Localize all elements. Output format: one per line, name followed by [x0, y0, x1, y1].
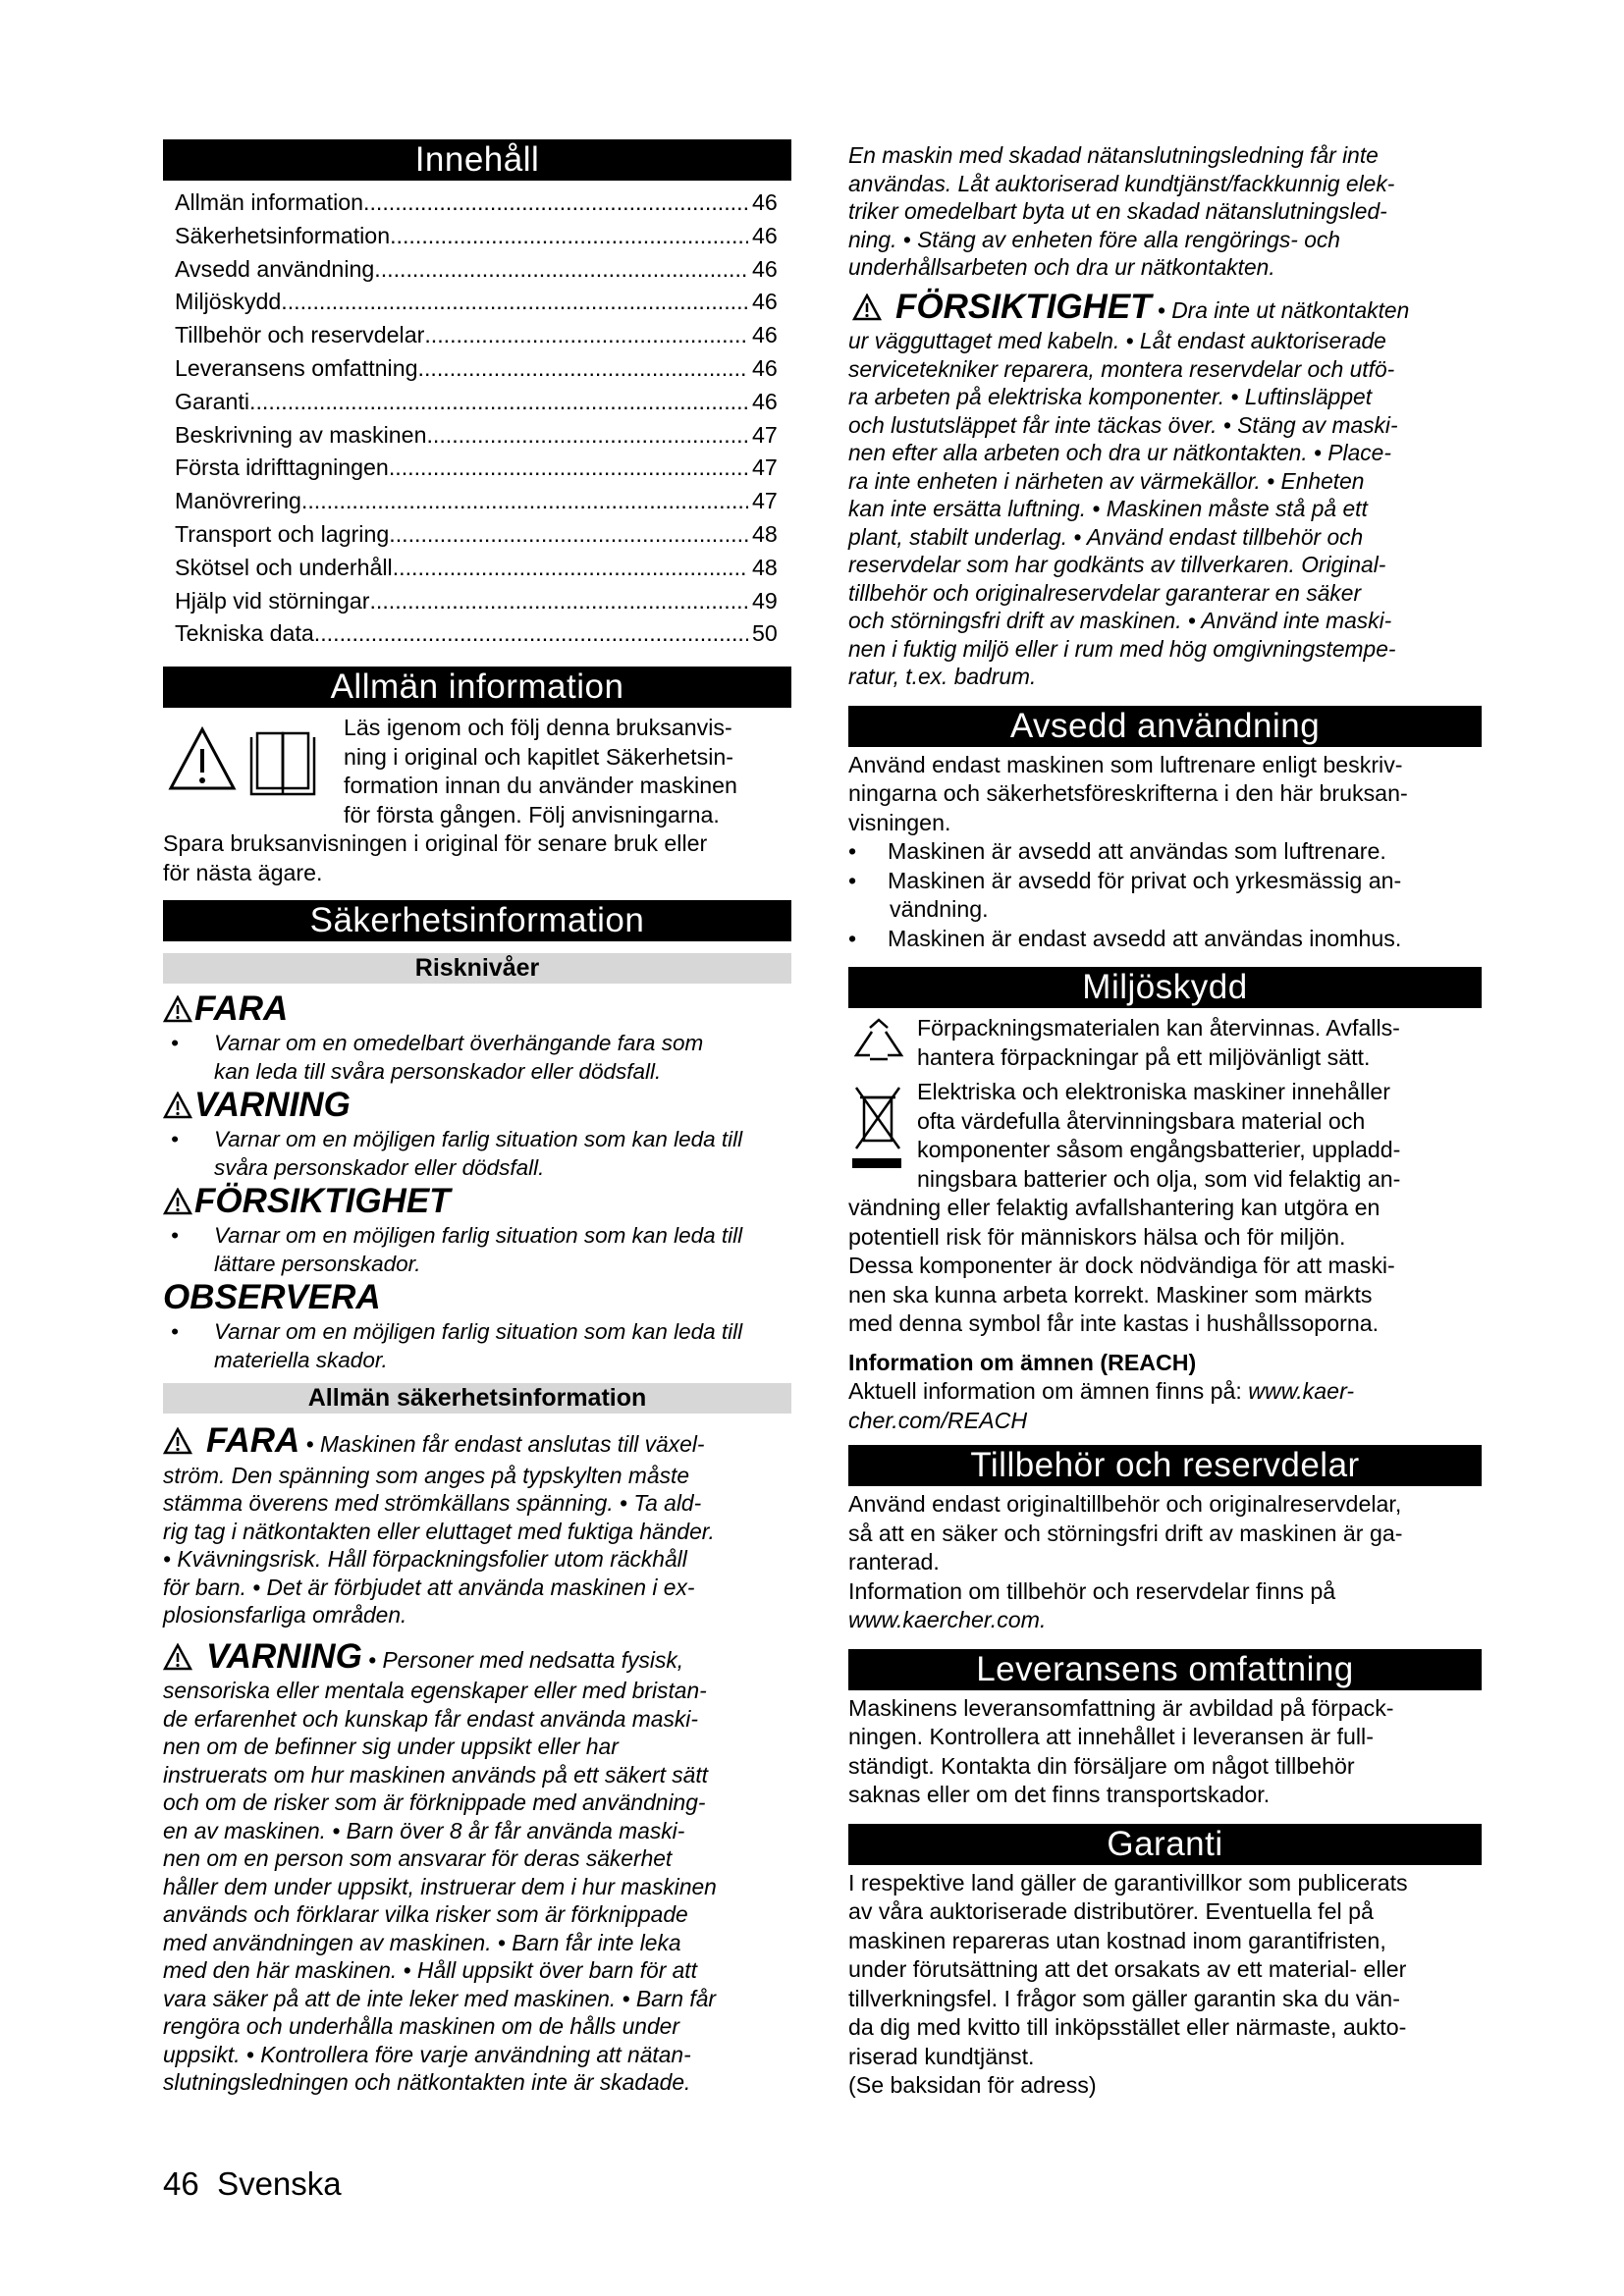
toc-label: Första idrifttagningen [175, 454, 389, 481]
toc-page: 47 [752, 421, 778, 448]
reach-text [848, 1377, 1482, 1407]
toc-row[interactable] [163, 585, 791, 618]
text-line: används och förklarar vilka risker som är förknippade [163, 1901, 688, 1928]
text-line: och om de risker som är förknippade med användning- [163, 1789, 706, 1816]
text-line: • Maskinen får endast anslutas till växel- [305, 1431, 705, 1458]
text-line: nen om en person som ansvarar för deras säkerhet [163, 1845, 673, 1872]
text-line: riserad kundtjänst. [848, 2043, 1035, 2069]
text-line: ur vägguttaget med kabeln. • Låt endast auktoriserade [848, 328, 1386, 353]
text-line: da dig med kvitto till inköpsstället eller närmaste, aukto- [848, 2014, 1407, 2040]
page-number: 46 [163, 2165, 199, 2202]
risk-levels [163, 989, 791, 1374]
accessories-link[interactable]: www.kaercher.com. [848, 1607, 1047, 1632]
risk-level-bullet [163, 1029, 791, 1086]
recycling-icon [848, 1014, 909, 1073]
text-line: nen i fuktig miljö eller i rum med hög omgivningstempe- [848, 635, 1396, 662]
general-safety-heading: Allmän säkerhetsinformation [163, 1383, 791, 1414]
risk-level-text: materiella skador. [214, 1348, 388, 1373]
bullet-dot: • [848, 925, 857, 951]
toc-page: 49 [752, 587, 778, 614]
text-line: en av maskinen. • Barn över 8 år får använda maski- [163, 1817, 685, 1843]
text-line: (Se baksidan för adress) [848, 2072, 1097, 2098]
bullet-text: vändning. [890, 896, 989, 922]
text-line: potentiell risk för människors hälsa och för miljön. [848, 1223, 1346, 1250]
warning-triangle-icon [852, 294, 882, 328]
text-line: ra inte enheten i närheten av värmekällor. • Enheten [848, 467, 1365, 494]
text-line: ofta värdefulla återvinningsbara material och [917, 1107, 1366, 1134]
toc-leader [389, 452, 748, 485]
text-line: Förpackningsmaterialen kan återvinnas. Avfalls- [917, 1015, 1400, 1041]
toc-row[interactable] [163, 286, 791, 319]
text-line: nen efter alla arbeten och dra ur nätkontakten. • Place- [848, 440, 1391, 465]
left-column [163, 139, 791, 2097]
toc-page: 46 [752, 189, 778, 215]
toc-row[interactable] [163, 319, 791, 352]
risk-level-name: VARNING [194, 1086, 351, 1125]
text-line: och lustutsläppet får inte täckas över. • Stäng av maski- [848, 411, 1398, 438]
bullet-item [848, 837, 1482, 867]
crossed-bin-icon [848, 1078, 909, 1186]
bullet-dot: • [848, 867, 857, 893]
toc-label: Manövrering [175, 488, 301, 514]
text-line: ständigt. Kontakta din försäljare om något tillbehör [848, 1752, 1355, 1779]
toc-leader [301, 485, 748, 518]
varning-block [163, 1636, 791, 2097]
text-line: ningsbara batterier och olja, som vid felaktig an- [917, 1165, 1401, 1192]
toc-label: Garanti [175, 388, 250, 414]
toc-leader [363, 187, 748, 220]
toc-leader [369, 585, 748, 618]
text-line: Maskinens leveransomfattning är avbildad på förpack- [848, 1694, 1394, 1721]
toc-label: Hjälp vid störningar [175, 587, 370, 614]
reach-link[interactable]: www.kaer- [1248, 1378, 1355, 1404]
text-line: ningen. Kontrollera att innehållet i leveransen är full- [848, 1724, 1374, 1749]
risk-level [163, 989, 791, 1029]
general-text: Spara bruksanvisningen i original för senare bruk eller [163, 830, 708, 857]
text-line: tillbehör och originalreservdelar garanterar en säker [848, 579, 1362, 606]
toc-row[interactable] [163, 187, 791, 220]
text-line: vändning eller felaktig avfallshantering kan utgöra en [848, 1195, 1380, 1220]
warning-triangle-icon [163, 1188, 192, 1215]
page-footer [163, 2165, 342, 2203]
text-line: saknas eller om det finns transportskador. [848, 1782, 1271, 1807]
bullet-dot: • [171, 1127, 179, 1152]
risk-level-text: Varnar om en möjligen farlig situation som kan leda till [214, 1223, 743, 1249]
text-line: • Kvävningsrisk. Håll förpackningsfolier utom räckhåll [163, 1546, 687, 1573]
safety-continued [848, 141, 1482, 282]
toc-page: 46 [752, 322, 778, 348]
varning-label: VARNING [206, 1636, 362, 1676]
toc-label: Allmän information [175, 189, 364, 215]
toc-leader [281, 286, 748, 319]
general-text: formation innan du använder maskinen [344, 773, 737, 799]
text-line: av våra auktoriserade distributörer. Eventuella fel på [848, 1898, 1374, 1924]
text-line: Information om tillbehör och reservdelar finns på [848, 1577, 1336, 1604]
text-line: I respektive land gäller de garantivillkor som publicerats [848, 1869, 1408, 1896]
text-line: för barn. • Det är förbjudet att använda maskinen i ex- [163, 1574, 695, 1600]
toc-label: Miljöskydd [175, 289, 282, 315]
text-line: stämma överens med strömkällans spänning. • Ta ald- [163, 1490, 702, 1517]
forsiktighet-block [848, 287, 1482, 691]
intended-intro [848, 751, 1482, 838]
table-of-contents [163, 187, 791, 651]
text-line: servicetekniker reparera, montera reservdelar och utfö- [848, 355, 1395, 382]
general-text: ning i original och kapitlet Säkerhetsin- [344, 743, 733, 770]
toc-page: 48 [752, 520, 778, 547]
toc-row[interactable] [163, 419, 791, 453]
reach-link[interactable]: cher.com/REACH [848, 1407, 1028, 1433]
bullet-text: Maskinen är avsedd för privat och yrkesmässig an- [888, 867, 1402, 893]
toc-row[interactable] [163, 518, 791, 552]
toc-leader [426, 419, 748, 453]
text-line: rig tag i nätkontakten eller eluttaget med fuktiga händer. [163, 1518, 715, 1544]
text-line: med denna symbol får inte kastas i hushållssoporna. [848, 1310, 1380, 1336]
text-line: • Dra inte ut nätkontakten [1157, 296, 1410, 323]
text-line: Använd endast originaltillbehör och originalreservdelar, [848, 1491, 1402, 1517]
reach-text-part: Aktuell information om ämnen finns på: [848, 1378, 1249, 1404]
toc-page: 50 [752, 620, 778, 647]
toc-page: 48 [752, 554, 778, 580]
text-line: ratur, t.ex. badrum. [848, 664, 1037, 689]
risk-level [163, 1182, 791, 1221]
text-line: nen ska kunna arbeta korrekt. Maskiner som märkts [848, 1281, 1373, 1308]
text-line: uppsikt. • Kontrollera före varje användning att nätan- [163, 2041, 691, 2067]
bullet-text: Maskinen är avsedd att användas som luftrenare. [888, 838, 1386, 864]
intended-bullets [848, 837, 1482, 953]
risk-level-text: svåra personskador eller dödsfall. [214, 1155, 545, 1181]
environment-icons [848, 1014, 917, 1078]
warning-triangle-icon [163, 995, 192, 1023]
toc-page: 46 [752, 289, 778, 315]
text-line: tillverkningsfel. I frågor som gäller garantin ska du vän- [848, 1985, 1400, 2011]
toc-page: 46 [752, 222, 778, 248]
text-line: vara säker på att de inte leker med maskinen. • Barn får [163, 1985, 716, 2011]
text-line: instruerats om hur maskinen används på ett säkert sätt [163, 1761, 708, 1788]
risk-level-name: OBSERVERA [163, 1278, 381, 1317]
text-line: och störningsfri drift av maskinen. • Använd inte maski- [848, 608, 1392, 633]
text-line: En maskin med skadad nätanslutningsledning får inte [848, 142, 1379, 168]
environment-heading: Miljöskydd [848, 967, 1482, 1008]
delivery-heading: Leveransens omfattning [848, 1649, 1482, 1690]
text-line: håller dem under uppsikt, instruerar dem i hur maskinen [163, 1873, 717, 1899]
warranty-heading: Garanti [848, 1824, 1482, 1865]
toc-row[interactable] [163, 485, 791, 518]
safety-heading: Säkerhetsinformation [163, 900, 791, 941]
risk-level-text: kan leda till svåra personskador eller dödsfall. [214, 1059, 662, 1085]
text-line: kan inte ersätta luftning. • Maskinen måste stå på ett [848, 496, 1368, 521]
warning-book-icons [163, 714, 344, 829]
text-line: visningen. [848, 809, 951, 835]
text-line: ström. Den spänning som anges på typskylten måste [163, 1462, 689, 1488]
intended-use-heading: Avsedd användning [848, 706, 1482, 747]
bullet-dot: • [171, 1223, 179, 1249]
toc-page: 46 [752, 388, 778, 414]
risk-level-text: Varnar om en möjligen farlig situation som kan leda till [214, 1127, 743, 1152]
delivery-text [848, 1694, 1482, 1810]
forsiktighet-label: FÖRSIKTIGHET [895, 287, 1152, 326]
warranty-text [848, 1869, 1482, 2101]
general-text: för första gången. Följ anvisningarna. [344, 801, 720, 828]
text-line: slutningsledningen och nätkontakten inte är skadade. [163, 2069, 691, 2096]
text-line: komponenter såsom engångsbatterier, uppladd- [917, 1137, 1401, 1162]
bullet-item [848, 867, 1482, 925]
toc-leader [390, 220, 748, 253]
accessories-text [848, 1490, 1482, 1606]
warning-triangle-icon [163, 1643, 192, 1678]
toc-label: Leveransens omfattning [175, 354, 418, 381]
text-line: sensoriska eller mentala egenskaper eller med bristan- [163, 1678, 707, 1704]
toc-row[interactable] [163, 452, 791, 485]
text-line: plosionsfarliga områden. [163, 1602, 407, 1629]
text-line: reservdelar som har godkänts av tillverkaren. Original- [848, 552, 1386, 577]
accessories-heading: Tillbehör och reservdelar [848, 1445, 1482, 1486]
text-line: med den här maskinen. • Håll uppsikt över barn för att [163, 1957, 697, 1984]
warning-triangle-icon [163, 1092, 192, 1119]
fara-block [163, 1421, 791, 1629]
text-line: ning. • Stäng av enheten före alla rengörings- och [848, 226, 1340, 252]
text-line: Dessa komponenter är dock nödvändiga för att maski- [848, 1253, 1395, 1278]
warning-triangle-icon [163, 1427, 192, 1462]
toc-leader [418, 352, 749, 386]
risk-level [163, 1086, 791, 1125]
text-line: användas. Låt auktoriserad kundtjänst/fackkunnig elek- [848, 170, 1395, 196]
toc-row[interactable] [163, 386, 791, 419]
toc-row[interactable] [163, 253, 791, 287]
text-line: så att en säker och störningsfri drift av maskinen är ga- [848, 1520, 1403, 1546]
risk-level-bullet [163, 1317, 791, 1374]
text-line: triker omedelbart byta ut en skadad nätanslutningsled- [848, 198, 1387, 224]
text-line: Använd endast maskinen som luftrenare enligt beskriv- [848, 751, 1403, 777]
text-line: ra arbeten på elektriska komponenter. • Luftinsläppet [848, 384, 1373, 409]
right-column [848, 141, 1482, 2101]
risk-level-name: FARA [194, 989, 289, 1029]
risk-level-bullet [163, 1221, 791, 1278]
toc-page: 47 [752, 454, 778, 481]
toc-row[interactable] [163, 220, 791, 253]
text-line: Elektriska och elektroniska maskiner innehåller [917, 1079, 1391, 1104]
toc-row[interactable] [163, 352, 791, 386]
toc-label: Avsedd användning [175, 255, 375, 282]
risk-level-name: FÖRSIKTIGHET [194, 1182, 451, 1221]
warning-triangle-icon [167, 723, 334, 796]
text-line: under förutsättning att det orsakats av ett material- eller [848, 1956, 1407, 1982]
risk-levels-heading: Risknivåer [163, 953, 791, 984]
bullet-dot: • [171, 1319, 179, 1345]
text-line: nen om de befinner sig under uppsikt eller har [163, 1734, 619, 1760]
general-info-heading: Allmän information [163, 667, 791, 708]
toc-label: Tillbehör och reservdelar [175, 322, 425, 348]
toc-row[interactable] [163, 552, 791, 585]
text-line: ranterad. [848, 1549, 940, 1575]
environment-icons [848, 1078, 917, 1194]
toc-leader [249, 386, 748, 419]
toc-label: Tekniska data [175, 620, 314, 647]
toc-label: Säkerhetsinformation [175, 222, 391, 248]
footer-language: Svenska [217, 2165, 342, 2202]
reach-title: Information om ämnen (REACH) [848, 1349, 1197, 1375]
text-line: med användningen av maskinen. • Barn får inte leka [163, 1929, 681, 1955]
risk-level [163, 1278, 791, 1317]
text-line: • Personer med nedsatta fysisk, [368, 1646, 684, 1673]
toc-page: 46 [752, 255, 778, 282]
risk-level-bullet [163, 1125, 791, 1182]
risk-level-text: Varnar om en möjligen farlig situation som kan leda till [214, 1319, 743, 1345]
manual-book-icon [251, 733, 314, 794]
text-line: de erfarenhet och kunskap får endast använda maski- [163, 1705, 698, 1732]
general-text: Läs igenom och följ denna bruksanvis- [344, 715, 732, 741]
toc-page: 47 [752, 488, 778, 514]
text-line: ningarna och säkerhetsföreskrifterna i den här bruksan- [848, 780, 1408, 806]
toc-label: Beskrivning av maskinen [175, 421, 427, 448]
risk-level-text: lättare personskador. [214, 1252, 421, 1277]
risk-level-text: Varnar om en omedelbart överhängande fara som [214, 1031, 704, 1056]
toc-leader [424, 319, 748, 352]
general-text: för nästa ägare. [163, 859, 323, 885]
toc-label: Transport och lagring [175, 520, 390, 547]
toc-row[interactable] [163, 617, 791, 651]
toc-leader [374, 253, 748, 287]
toc-leader [389, 518, 748, 552]
text-line: rengöra och underhålla maskinen om de hålls under [163, 2013, 679, 2040]
bullet-dot: • [171, 1031, 179, 1056]
toc-page: 46 [752, 354, 778, 381]
text-line: hantera förpackningar på ett miljövänligt sätt. [917, 1043, 1371, 1070]
bullet-text: Maskinen är endast avsedd att användas inomhus. [888, 925, 1402, 951]
text-line: maskinen repareras utan kostnad inom garantifristen, [848, 1927, 1386, 1953]
bullet-dot: • [848, 838, 857, 864]
text-line: plant, stabilt underlag. • Använd endast tillbehör och [848, 523, 1364, 550]
bullet-item [848, 925, 1482, 954]
toc-heading: Innehåll [163, 139, 791, 181]
toc-label: Skötsel och underhåll [175, 554, 393, 580]
toc-leader [393, 552, 748, 585]
toc-leader [314, 617, 748, 651]
fara-label: FARA [206, 1421, 300, 1461]
text-line: underhållsarbeten och dra ur nätkontakten. [848, 254, 1275, 280]
